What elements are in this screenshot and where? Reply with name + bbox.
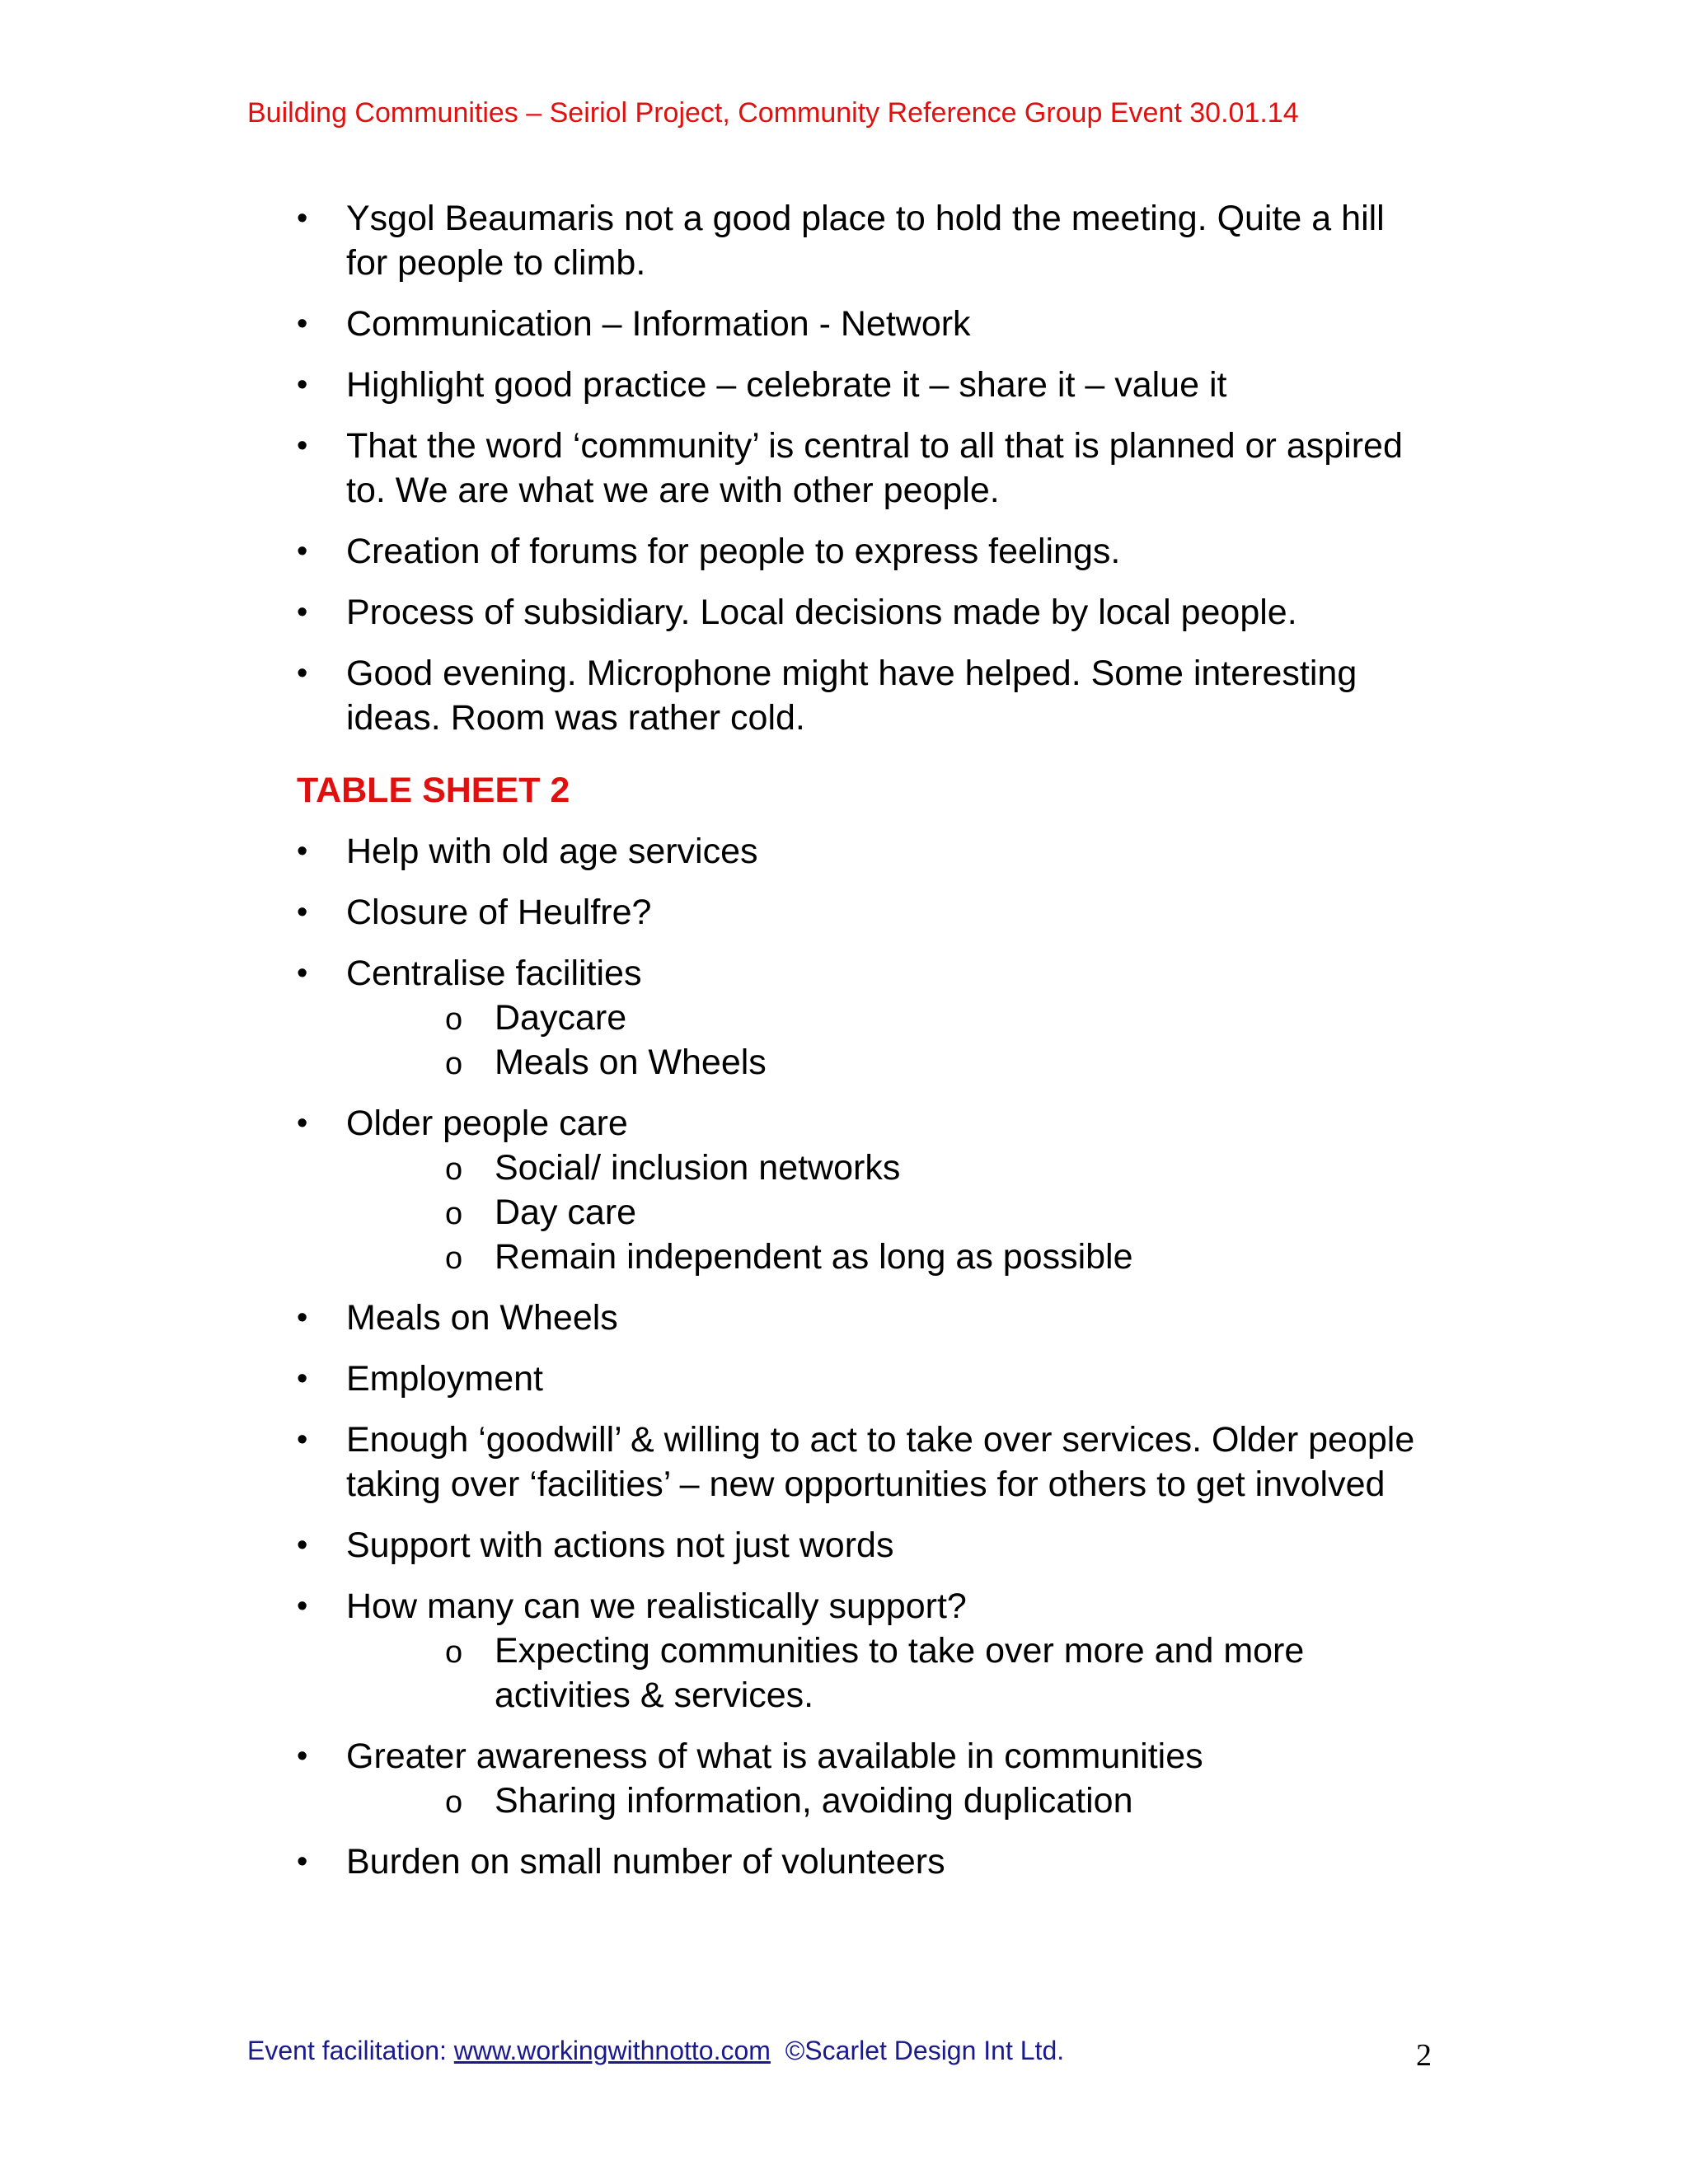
bullet-icon: • [297,956,308,991]
list-item-text: Communication – Information - Network [346,304,971,344]
sub-list-item-text: Meals on Wheels [495,1043,767,1082]
list-item [297,424,1434,513]
sub-list-item-text: Remain independent as long as possible [495,1237,1133,1277]
list-item-text: Closure of Heulfre? [346,893,652,932]
bullet-icon: • [297,429,308,463]
bullet-icon: • [297,368,308,402]
section-heading: TABLE SHEET 2 [297,771,570,810]
page-footer [247,2036,1064,2066]
list-item [297,196,1434,285]
footer-copyright: ©Scarlet Design Int Ltd. [770,2036,1065,2065]
sub-list [346,1779,1434,1823]
sub-list-item-text: Day care [495,1193,637,1232]
list-item [297,1101,1434,1279]
list-item-text: Creation of forums for people to express feelings. [346,532,1121,571]
sub-list-item [346,1146,1434,1190]
circle-bullet-icon: o [445,1241,463,1276]
page-header: Building Communities – Seiriol Project, Community Reference Group Event 30.01.14 [247,97,1299,129]
bullet-icon: • [297,1422,308,1457]
sub-list-item [346,1779,1434,1823]
list-item-text: Enough ‘goodwill’ & willing to act to take over services. Older people taking over ‘facilities’ – new opportunities for others to get involved [346,1420,1415,1504]
sub-list [346,1146,1434,1279]
bullet-icon: • [297,834,308,869]
circle-bullet-icon: o [445,1002,463,1037]
list-item-text: Meals on Wheels [346,1298,618,1338]
document-body [297,196,1434,1900]
list-item-text: Older people care [346,1104,628,1143]
list-item-text: Support with actions not just words [346,1526,894,1565]
list-item-text: Help with old age services [346,832,758,871]
bullet-icon: • [297,1589,308,1624]
bullet-icon: • [297,1361,308,1396]
sub-list [346,1629,1434,1718]
list-item-text: Process of subsidiary. Local decisions made by local people. [346,593,1297,632]
bullet-icon: • [297,1528,308,1563]
sub-list-item [346,996,1434,1040]
list-item [297,1840,1434,1884]
circle-bullet-icon: o [445,1785,463,1820]
bullet-icon: • [297,534,308,569]
bullet-icon: • [297,595,308,630]
list-item [297,829,1434,874]
sub-list-item [346,1190,1434,1235]
bullet-list-section-1 [297,196,1434,740]
list-item [297,1296,1434,1340]
circle-bullet-icon: o [445,1197,463,1231]
footer-prefix: Event facilitation: [247,2036,454,2065]
list-item [297,1523,1434,1568]
bullet-icon: • [297,1106,308,1141]
list-item [297,651,1434,740]
list-item-text: That the word ‘community’ is central to all that is planned or aspired to. We are what we are with other people. [346,426,1403,510]
list-item [297,1418,1434,1507]
bullet-icon: • [297,656,308,691]
list-item-text: Burden on small number of volunteers [346,1842,945,1882]
list-item-text: Ysgol Beaumaris not a good place to hold the meeting. Quite a hill for people to climb. [346,199,1385,283]
list-item [297,951,1434,1085]
list-item-text: Centralise facilities [346,954,642,993]
list-item [297,1584,1434,1718]
list-item [297,1357,1434,1401]
bullet-icon: • [297,1739,308,1774]
list-item [297,1734,1434,1823]
sub-list [346,996,1434,1085]
footer-link[interactable]: www.workingwithnotto.com [453,2036,771,2065]
bullet-icon: • [297,307,308,341]
list-item [297,890,1434,935]
bullet-icon: • [297,201,308,236]
sub-list-item-text: Social/ inclusion networks [495,1148,901,1188]
circle-bullet-icon: o [445,1047,463,1081]
list-item [297,529,1434,574]
bullet-list-section-2 [297,829,1434,1884]
bullet-icon: • [297,1301,308,1335]
list-item [297,590,1434,635]
list-item-text: Highlight good practice – celebrate it – share it – value it [346,365,1227,405]
list-item-text: Good evening. Microphone might have helped. Some interesting ideas. Room was rather cold. [346,654,1357,738]
sub-list-item-text: Expecting communities to take over more and more activities & services. [495,1631,1305,1715]
sub-list-item-text: Daycare [495,998,627,1038]
circle-bullet-icon: o [445,1635,463,1670]
bullet-icon: • [297,895,308,930]
bullet-icon: • [297,1844,308,1879]
circle-bullet-icon: o [445,1152,463,1187]
list-item [297,363,1434,407]
sub-list-item [346,1629,1434,1718]
list-item [297,302,1434,346]
sub-list-item-text: Sharing information, avoiding duplication [495,1781,1133,1821]
list-item-text: Employment [346,1359,543,1399]
list-item-text: How many can we realistically support? [346,1586,967,1626]
sub-list-item [346,1040,1434,1085]
list-item-text: Greater awareness of what is available in communities [346,1736,1203,1776]
sub-list-item [346,1235,1434,1279]
page-number: 2 [1416,2038,1432,2073]
